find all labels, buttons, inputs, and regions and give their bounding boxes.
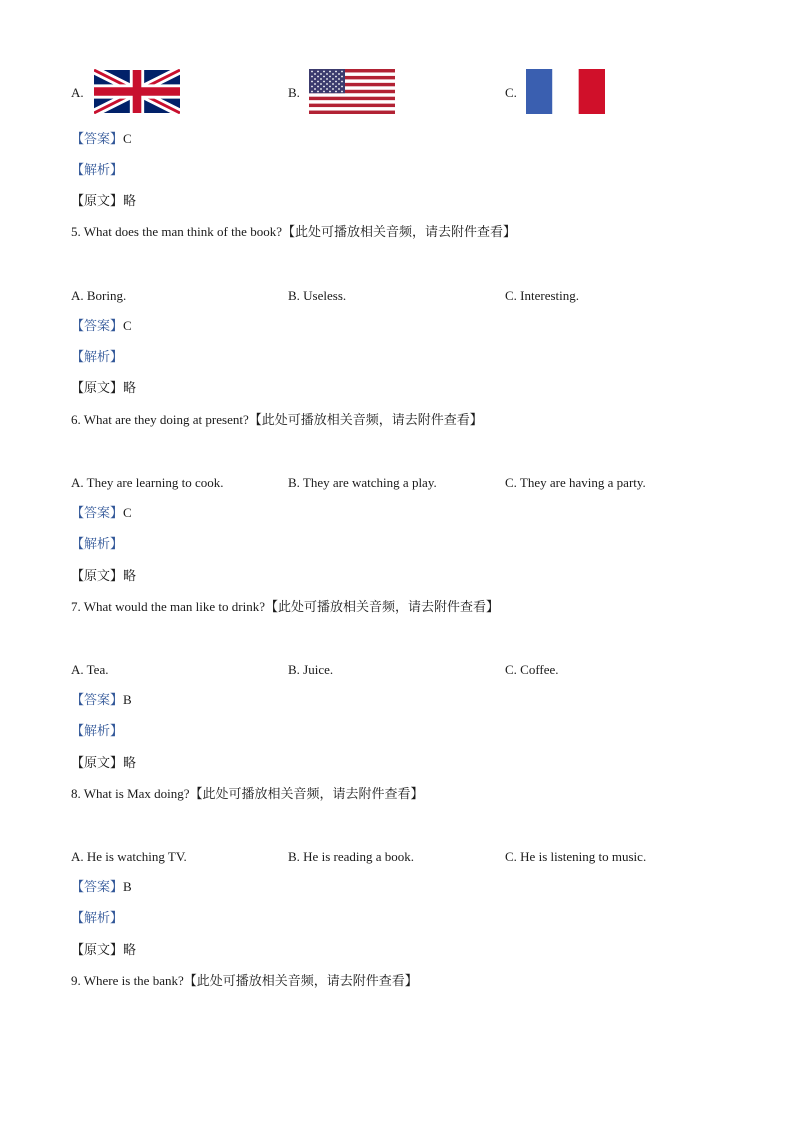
question-5-text: 5. What does the man think of the book?【此处可播放相关音频，请去附件查看】 xyxy=(71,224,516,239)
original-text-line: 【原文】略 xyxy=(71,568,137,583)
analysis-line: 【解析】 xyxy=(71,349,124,364)
q5-option-a: A. Boring. xyxy=(71,288,127,303)
q5-option-c: C. Interesting. xyxy=(505,288,580,303)
q6-option-c: C. They are having a party. xyxy=(505,475,646,490)
answer-value: B xyxy=(123,879,132,894)
q8-option-c: C. He is listening to music. xyxy=(505,849,647,864)
answer-line: 【答案】B xyxy=(71,879,132,894)
analysis-line: 【解析】 xyxy=(71,910,124,925)
q6-option-b: B. They are watching a play. xyxy=(288,475,437,490)
answer-value: C xyxy=(123,318,132,333)
original-text-line: 【原文】略 xyxy=(71,380,137,395)
question-7-text: 7. What would the man like to drink?【此处可播放相关音频，请去附件查看】 xyxy=(71,599,499,614)
analysis-line: 【解析】 xyxy=(71,723,124,738)
original-text-line: 【原文】略 xyxy=(71,193,137,208)
original-text-line: 【原文】略 xyxy=(71,942,137,957)
answer-value: C xyxy=(123,505,132,520)
answer-line: 【答案】B xyxy=(71,692,132,707)
q8-option-a: A. He is watching TV. xyxy=(71,849,187,864)
united-kingdom-flag-icon xyxy=(94,69,180,114)
answer-value: B xyxy=(123,692,132,707)
france-flag-icon xyxy=(526,69,605,114)
question-6-text: 6. What are they doing at present?【此处可播放相关音频，请去附件查看】 xyxy=(71,412,483,427)
answer-line: 【答案】C xyxy=(71,505,132,520)
option-c-letter: C. xyxy=(505,85,517,100)
analysis-line: 【解析】 xyxy=(71,536,124,551)
q6-option-a: A. They are learning to cook. xyxy=(71,475,224,490)
q5-option-b: B. Useless. xyxy=(288,288,347,303)
original-text-line: 【原文】略 xyxy=(71,755,137,770)
question-9-text: 9. Where is the bank?【此处可播放相关音频，请去附件查看】 xyxy=(71,973,418,988)
option-b-letter: B. xyxy=(288,85,300,100)
q7-option-a: A. Tea. xyxy=(71,662,109,677)
q7-option-c: C. Coffee. xyxy=(505,662,559,677)
answer-line: 【答案】C xyxy=(71,131,132,146)
answer-line: 【答案】C xyxy=(71,318,132,333)
option-a-letter: A. xyxy=(71,85,84,100)
analysis-line: 【解析】 xyxy=(71,162,124,177)
question-8-text: 8. What is Max doing?【此处可播放相关音频，请去附件查看】 xyxy=(71,786,424,801)
answer-value: C xyxy=(123,131,132,146)
united-states-flag-icon xyxy=(309,69,395,114)
q8-option-b: B. He is reading a book. xyxy=(288,849,415,864)
q7-option-b: B. Juice. xyxy=(288,662,334,677)
